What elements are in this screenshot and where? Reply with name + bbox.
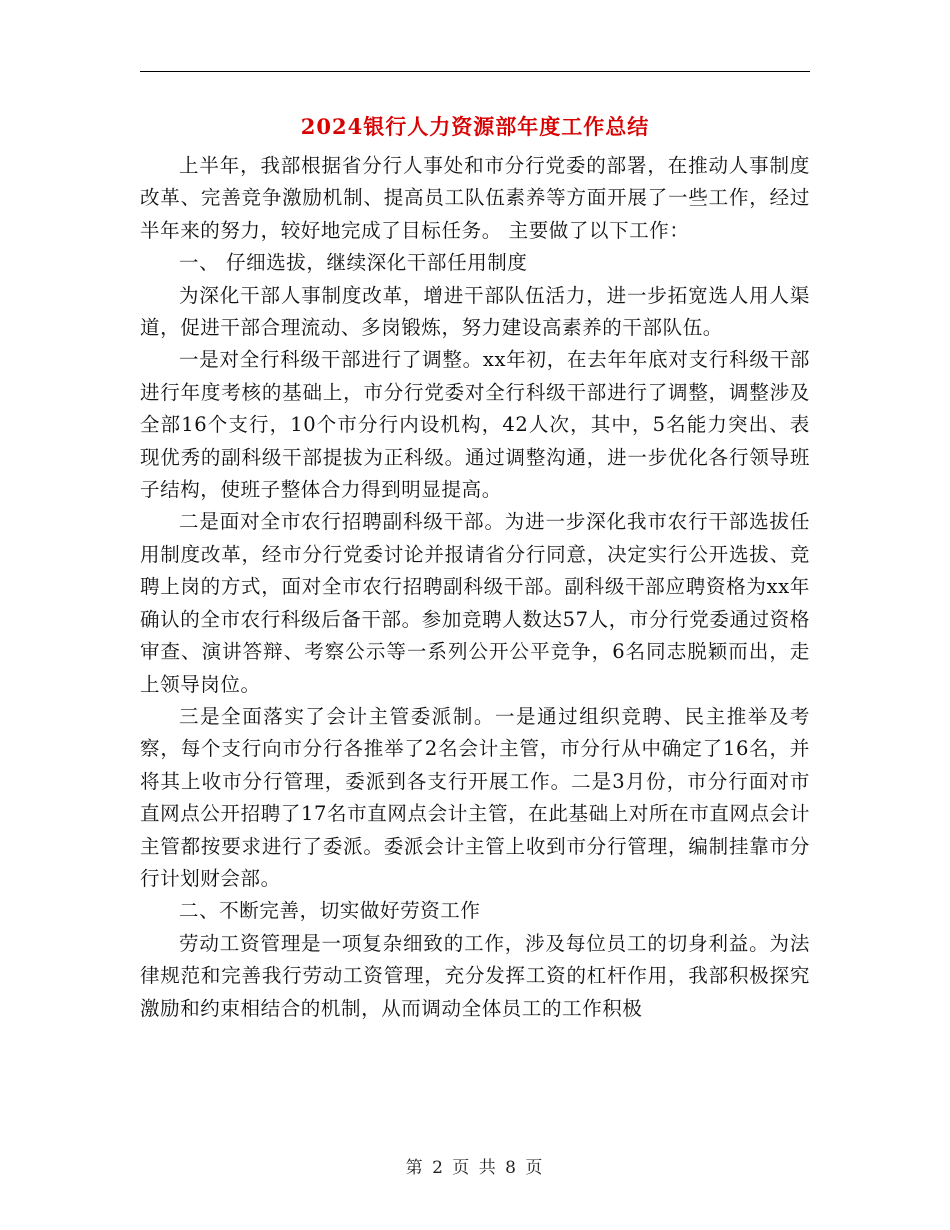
paragraph-item-1: 一是对全行科级干部进行了调整。xx年初，在去年年底对支行科级干部进行年度考核的基础上，市分行党委对全行科级干部进行了调整，调整涉及全部16个支行，10个市分行内设机构，42人次，其中，5名能力突出、表现优秀的副科级干部提拔为正科级。通过调整沟通，进一步优化各行领导班子结构，使班子整体合力得到明显提高。 — [140, 348, 810, 502]
paragraph-purpose: 为深化干部人事制度改革，增进干部队伍活力，进一步拓宽选人用人渠道，促进干部合理流动、多岗锻炼，努力建设高素养的干部队伍。 — [140, 283, 810, 340]
document-body — [140, 150, 810, 1025]
document-title: 2024银行人力资源部年度工作总结 — [300, 114, 650, 139]
header-rule — [140, 71, 810, 72]
page-number-footer: 第 2 页 共 8 页 — [405, 1158, 545, 1178]
section-heading-1: 一、 仔细选拔，继续深化干部任用制度 — [179, 251, 528, 275]
paragraph-wages: 劳动工资管理是一项复杂细致的工作，涉及每位员工的切身利益。为法律规范和完善我行劳动工资管理，充分发挥工资的杠杆作用，我部积极探究激励和约束相结合的机制，从而调动全体员工的工作积极 — [140, 931, 810, 1020]
paragraph-intro: 上半年，我部根据省分行人事处和市分行党委的部署，在推动人事制度改革、完善竞争激励机制、提高员工队伍素养等方面开展了一些工作，经过半年来的努力，较好地完成了目标任务。 主要做了以下工作： — [140, 154, 810, 242]
paragraph-item-2: 二是面对全市农行招聘副科级干部。为进一步深化我市农行干部选拔任用制度改革，经市分行党委讨论并报请省分行同意，决定实行公开选拔、竞聘上岗的方式，面对全市农行招聘副科级干部。副科级干部应聘资格为xx年确认的全市农行科级后备干部。参加竞聘人数达57人，市分行党委通过资格审查、演讲答辩、考察公示等一系列公开公平竞争，6名同志脱颖而出，走上领导岗位。 — [140, 510, 810, 696]
section-heading-2: 二、不断完善，切实做好劳资工作 — [179, 899, 481, 923]
paragraph-item-3: 三是全面落实了会计主管委派制。一是通过组织竞聘、民主推举及考察，每个支行向市分行各推举了2名会计主管，市分行从中确定了16名，并将其上收市分行管理，委派到各支行开展工作。二是3月份，市分行面对市直网点公开招聘了17名市直网点会计主管，在此基础上对所在市直网点会计主管都按要求进行了委派。委派会计主管上收到市分行管理，编制挂靠市分行计划财会部。 — [140, 704, 810, 890]
